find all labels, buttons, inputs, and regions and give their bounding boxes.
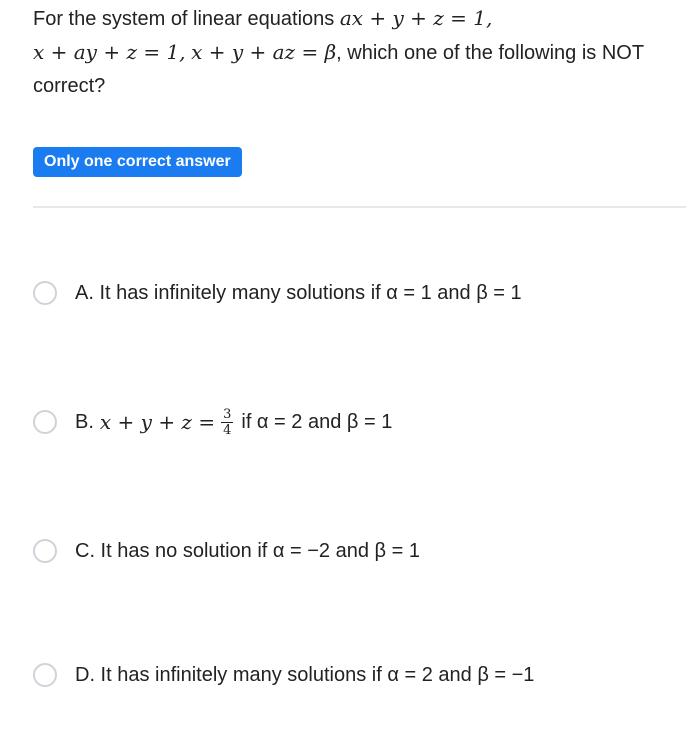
fraction-denominator: 4 — [223, 422, 232, 438]
fraction — [221, 408, 233, 437]
equation-1: ax + y + z = 1, — [339, 6, 493, 30]
fraction-numerator: 3 — [223, 406, 232, 422]
option-b-math: x + y + z = — [99, 410, 216, 434]
question-tail: , which one of the following is NOT correct? — [33, 42, 644, 97]
option-b[interactable] — [33, 402, 673, 442]
divider — [33, 206, 686, 208]
equation-2: x + ay + z = 1, — [33, 40, 186, 64]
answer-type-badge: Only one correct answer — [33, 147, 242, 177]
radio-button[interactable] — [33, 663, 57, 687]
equation-3: x + y + az = β — [191, 40, 337, 64]
option-d-label: D. It has infinitely many solutions if α = 2 and β = −1 — [75, 663, 535, 686]
option-b-suffix: if α = 2 and β = 1 — [241, 410, 393, 433]
option-c-label: C. It has no solution if α = −2 and β = 1 — [75, 539, 420, 562]
question-intro: For the system of linear equations — [33, 8, 335, 30]
option-d[interactable] — [33, 655, 673, 695]
option-a-label: A. It has infinitely many solutions if α = 1 and β = 1 — [75, 281, 522, 304]
option-b-prefix: B. — [75, 410, 94, 433]
option-a[interactable] — [33, 273, 673, 313]
radio-button[interactable] — [33, 281, 57, 305]
option-b-label — [75, 408, 392, 437]
question-text — [33, 2, 678, 103]
radio-button[interactable] — [33, 539, 57, 563]
radio-button[interactable] — [33, 410, 57, 434]
option-c[interactable] — [33, 531, 673, 571]
